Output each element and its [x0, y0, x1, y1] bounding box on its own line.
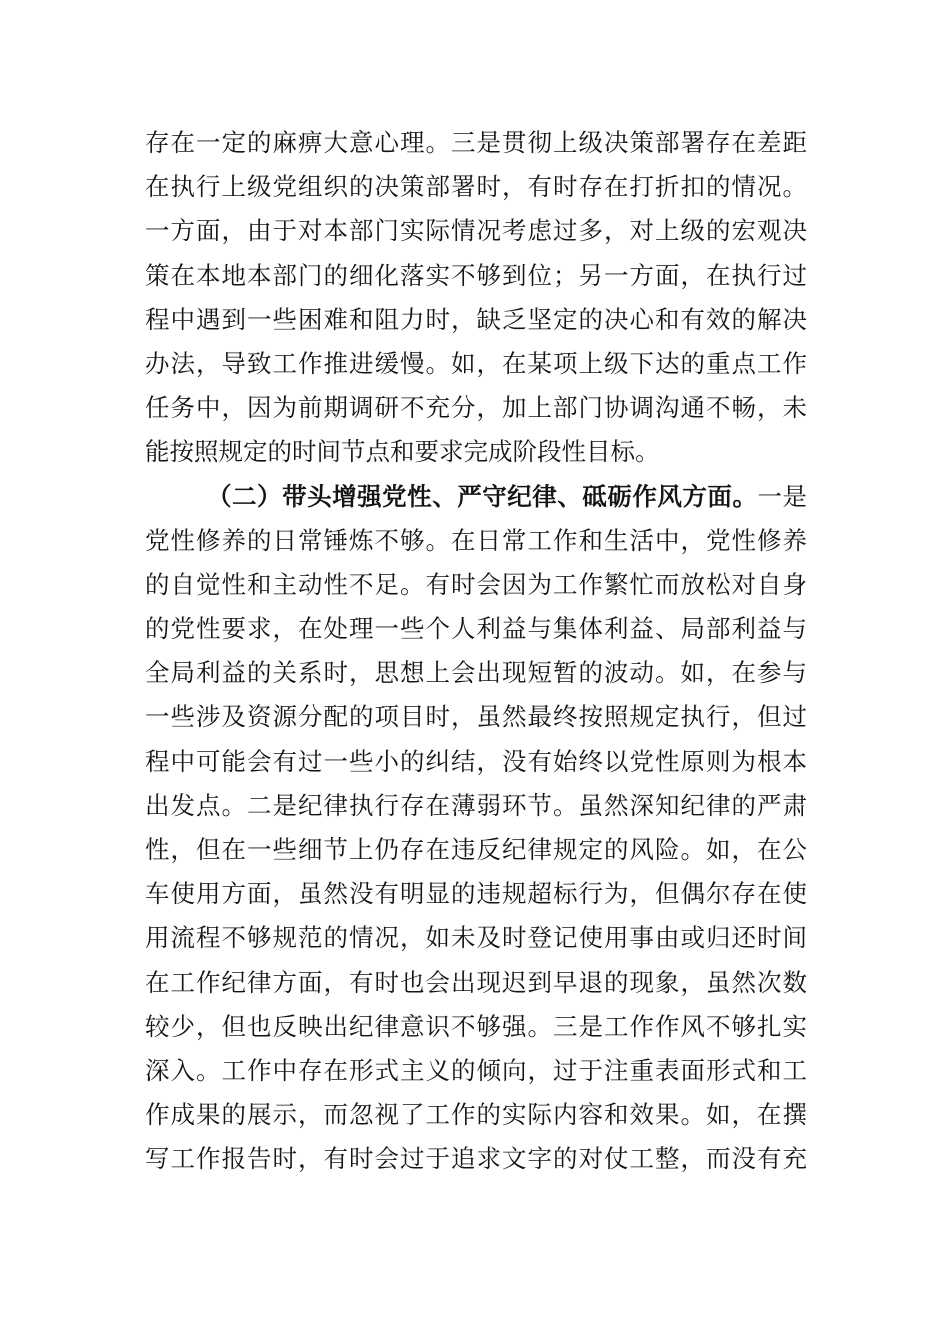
text-line: 全局利益的关系时，思想上会出现短暂的波动。如，在参与 — [145, 658, 807, 688]
text-line: 一些涉及资源分配的项目时，虽然最终按照规定执行，但过 — [145, 702, 807, 732]
text-line: 性，但在一些细节上仍存在违反纪律规定的风险。如，在公 — [145, 835, 807, 864]
text-line: 任务中，因为前期调研不充分，加上部门协调沟通不畅，未 — [145, 393, 807, 423]
section-heading-line — [145, 475, 807, 519]
text-line: 一方面，由于对本部门实际情况考虑过多，对上级的宏观决 — [145, 216, 807, 246]
text-line: 程中遇到一些困难和阻力时，缺乏坚定的决心和有效的解决 — [145, 304, 807, 334]
text-line: 策在本地本部门的细化落实不够到位；另一方面，在执行过 — [145, 260, 807, 290]
text-line: 存在一定的麻痹大意心理。三是贯彻上级决策部署存在差距 — [145, 128, 807, 157]
section-heading: （二）带头增强党性、严守纪律、砥砺作风方面。 — [207, 481, 758, 511]
text-line: 较少，但也反映出纪律意识不够强。三是工作作风不够扎实 — [145, 1011, 807, 1041]
section-heading-continuation: 一是 — [757, 481, 807, 511]
text-line: 车使用方面，虽然没有明显的违规超标行为，但偶尔存在使 — [145, 879, 807, 909]
text-line: 的党性要求，在处理一些个人利益与集体利益、局部利益与 — [145, 614, 807, 644]
text-line: 党性修养的日常锤炼不够。在日常工作和生活中，党性修养 — [145, 525, 807, 555]
text-line: 写工作报告时，有时会过于追求文字的对仗工整，而没有充 — [145, 1144, 807, 1174]
text-line: 用流程不够规范的情况，如未及时登记使用事由或归还时间 — [145, 923, 807, 953]
text-line: 的自觉性和主动性不足。有时会因为工作繁忙而放松对自身 — [145, 569, 807, 599]
text-line: 深入。工作中存在形式主义的倾向，过于注重表面形式和工 — [145, 1055, 807, 1085]
text-line: 能按照规定的时间节点和要求完成阶段性目标。 — [145, 437, 660, 467]
document-body — [145, 121, 807, 1182]
text-line: 作成果的展示，而忽视了工作的实际内容和效果。如，在撰 — [145, 1100, 807, 1130]
text-line: 在执行上级党组织的决策部署时，有时存在打折扣的情况。 — [145, 172, 807, 202]
text-line: 出发点。二是纪律执行存在薄弱环节。虽然深知纪律的严肃 — [145, 790, 807, 820]
text-line: 程中可能会有过一些小的纠结，没有始终以党性原则为根本 — [145, 746, 807, 776]
text-line: 在工作纪律方面，有时也会出现迟到早退的现象，虽然次数 — [145, 967, 807, 997]
text-line: 办法，导致工作推进缓慢。如，在某项上级下达的重点工作 — [145, 348, 807, 378]
